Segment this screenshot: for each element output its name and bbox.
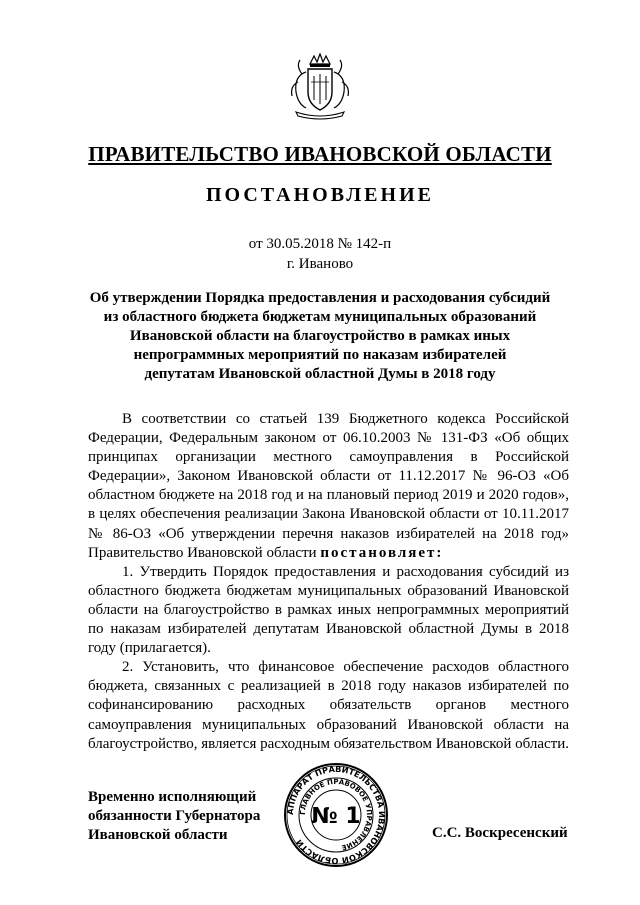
preamble-text: В соответствии со статьей 139 Бюджетного кодекса Российской Федерации, Федеральным законом от 06.10.2003 № 131-ФЗ «Об общих принципах организации местного самоуправления в Российской Федерации», Законом Ивановской области от 11.12.2017 № 96-ОЗ «Об областном бюджете на 2018 год и на плановый период 2019 и 2020 годов», в целях обеспечения реализации Закона Ивановской области от 10.11.2017 № 86-ОЗ «Об утверждении перечня наказов избирателей на 2018 год» Правительство Ивановской области	[88, 411, 569, 561]
signatory-position-line: Ивановской области	[88, 827, 228, 843]
subject-line: Ивановской области на благоустройство в рамках иных	[129, 328, 511, 344]
coat-of-arms-emblem	[284, 52, 356, 122]
document-body	[88, 410, 569, 754]
clause-1-paragraph: 1. Утвердить Порядок предоставления и расходования субсидий из областного бюджета бюджетам муниципальных образований Ивановской области на благоустройство в рамках иных непрограммных мероприятий по наказам избирателей депутатам Ивановской областной Думы в 2018 году (прилагается).	[88, 563, 569, 657]
stamp-number: № 1	[311, 804, 361, 829]
subject-line: из областного бюджета бюджетам муниципальных образований	[103, 309, 537, 325]
stamp-outer-text: АППАРАТ ПРАВИТЕЛЬСТВА ИВАНОВСКОЙ ОБЛАСТИ	[284, 763, 388, 867]
signatory-name: С.С. Воскресенский	[432, 825, 568, 841]
preamble-paragraph	[88, 410, 569, 563]
date-number: от 30.05.2018 № 142-п	[248, 236, 392, 252]
subject-line: непрограммных мероприятий по наказам избирателей	[133, 347, 507, 363]
city: г. Иваново	[286, 256, 354, 272]
signatory-position-line: Временно исполняющий	[88, 789, 257, 805]
official-stamp	[283, 762, 389, 868]
stamp-inner-text: ГЛАВНОЕ ПРАВОВОЕ УПРАВЛЕНИЕ	[298, 777, 374, 852]
signatory-position	[88, 788, 260, 845]
signatory-position-line: обязанности Губернатора	[88, 808, 261, 824]
document-type: ПОСТАНОВЛЕНИЕ	[206, 184, 434, 206]
government-title: ПРАВИТЕЛЬСТВО ИВАНОВСКОЙ ОБЛАСТИ	[88, 142, 552, 166]
document-subject	[70, 289, 570, 384]
subject-line: Об утверждении Порядка предоставления и расходования субсидий	[89, 290, 551, 306]
decree-keyword: постановляет:	[320, 544, 444, 561]
subject-line: депутатам Ивановской областной Думы в 2018 году	[144, 366, 496, 382]
clause-2-paragraph: 2. Установить, что финансовое обеспечение расходов областного бюджета, связанных с реализацией в 2018 году наказов избирателей по софинансированию расходных обязательств органов местного самоуправления муниципальных образований Ивановской области на благоустройство, является расходным обязательством Ивановской области.	[88, 659, 569, 752]
